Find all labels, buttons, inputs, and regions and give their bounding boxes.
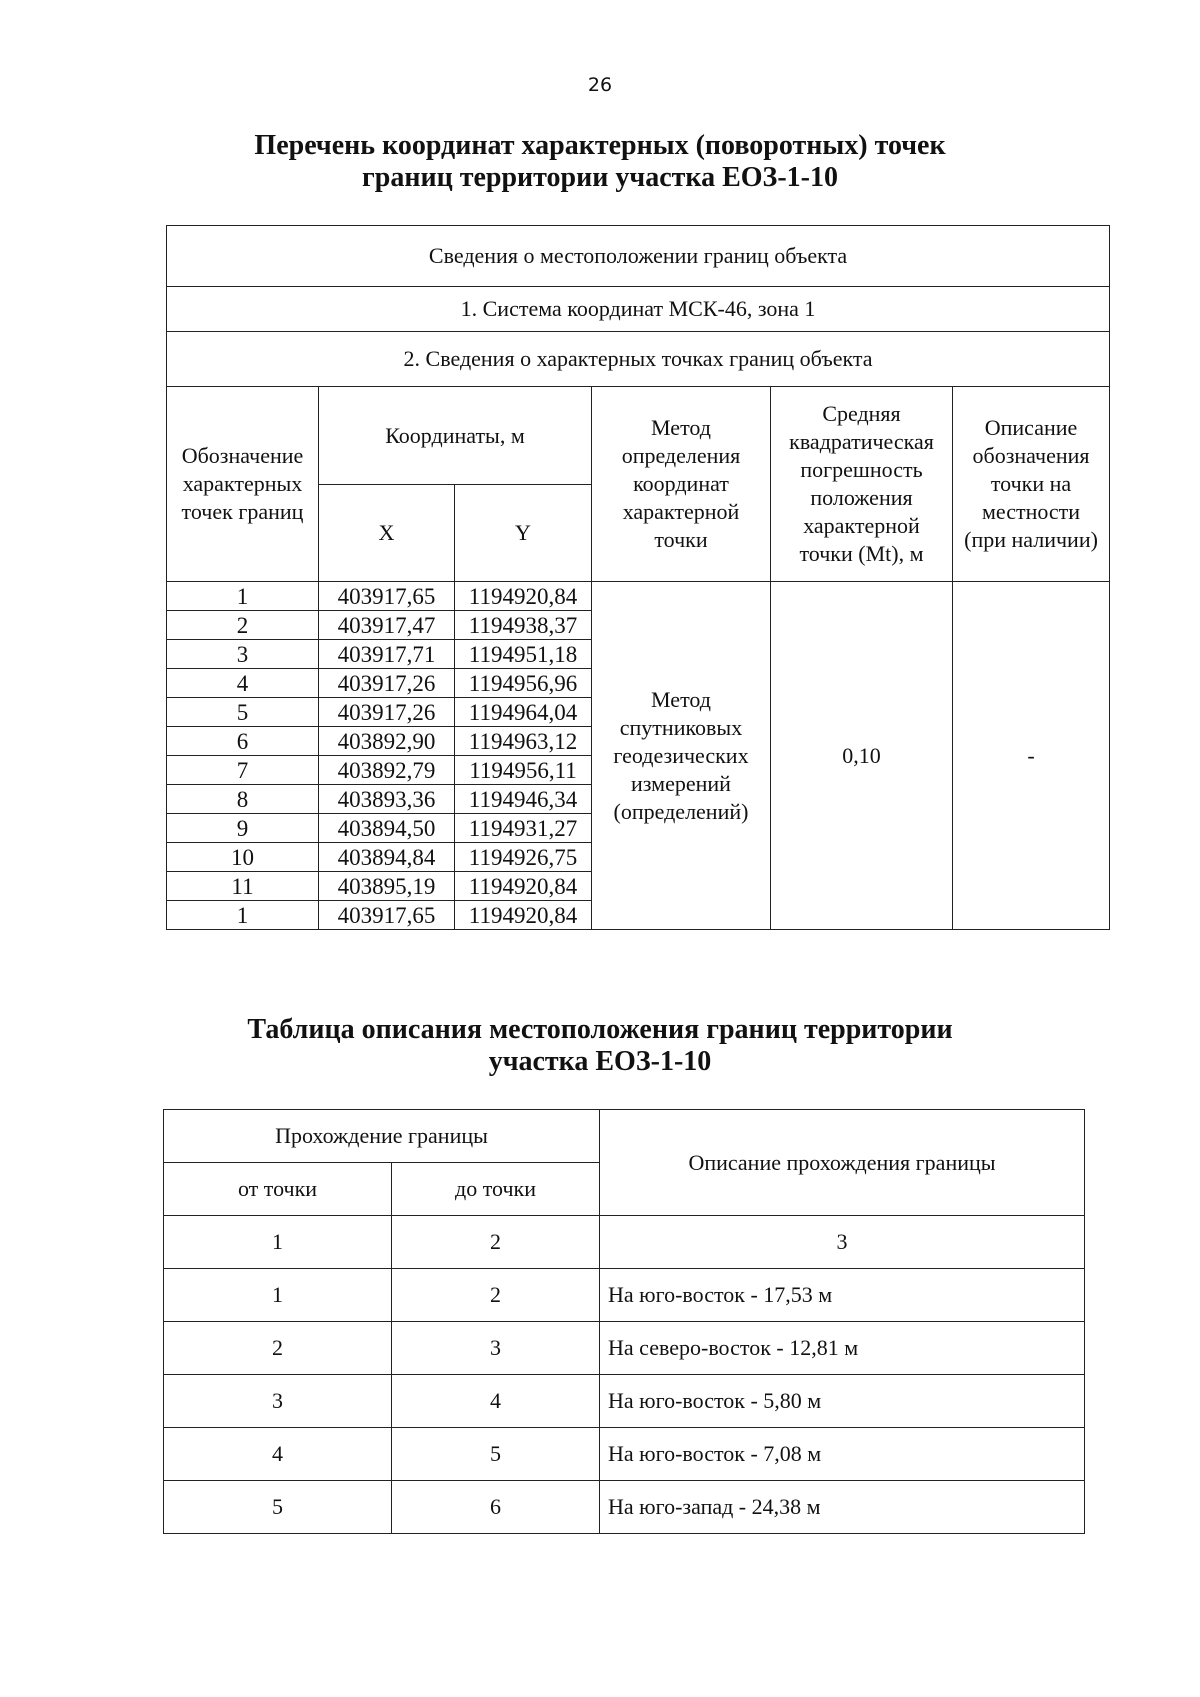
to-point: 4	[392, 1375, 600, 1428]
point-y: 1194956,11	[455, 756, 592, 785]
point-y: 1194920,84	[455, 582, 592, 611]
header-line: характерной	[622, 499, 740, 524]
from-point: 2	[164, 1322, 392, 1375]
passage-description: На юго-запад - 24,38 м	[600, 1481, 1085, 1534]
point-y: 1194951,18	[455, 640, 592, 669]
to-point: 2	[392, 1269, 600, 1322]
table-row	[164, 1481, 1085, 1534]
col-header-designation	[167, 387, 319, 582]
point-x: 403917,47	[319, 611, 455, 640]
point-y: 1194926,75	[455, 843, 592, 872]
point-id: 2	[167, 611, 319, 640]
header-line: Метод	[651, 415, 711, 440]
from-point: 1	[164, 1269, 392, 1322]
header-line: координат	[633, 471, 729, 496]
point-x: 403894,50	[319, 814, 455, 843]
boundary-description-table	[163, 1109, 1085, 1534]
coordinates-table	[166, 225, 1110, 930]
table-row	[164, 1375, 1085, 1428]
point-id: 4	[167, 669, 319, 698]
header-main: Сведения о местоположении границ объекта	[167, 226, 1110, 287]
header-points-info: 2. Сведения о характерных точках границ объекта	[167, 332, 1110, 387]
point-y: 1194920,84	[455, 872, 592, 901]
header-line: положения	[810, 485, 913, 510]
header-line: погрешность	[800, 457, 923, 482]
point-y: 1194956,96	[455, 669, 592, 698]
error-cell: 0,10	[771, 582, 953, 930]
point-id: 10	[167, 843, 319, 872]
point-id: 9	[167, 814, 319, 843]
passage-description: На юго-восток - 5,80 м	[600, 1375, 1085, 1428]
point-id: 6	[167, 727, 319, 756]
description-cell: -	[953, 582, 1110, 930]
point-y: 1194938,37	[455, 611, 592, 640]
header-line: точек границ	[181, 499, 304, 524]
header-line: обозначения	[972, 443, 1090, 468]
column-number: 1	[164, 1216, 392, 1269]
col-header-passage-description: Описание прохождения границы	[600, 1110, 1085, 1216]
to-point: 5	[392, 1428, 600, 1481]
point-id: 1	[167, 582, 319, 611]
header-line: точки на	[990, 471, 1072, 496]
point-x: 403917,71	[319, 640, 455, 669]
method-line: Метод	[651, 686, 711, 712]
header-line: Обозначение	[181, 443, 304, 468]
header-line: (при наличии)	[964, 527, 1098, 552]
point-y: 1194963,12	[455, 727, 592, 756]
point-x: 403892,90	[319, 727, 455, 756]
coords-table-title	[0, 130, 1200, 194]
to-point: 6	[392, 1481, 600, 1534]
point-id: 8	[167, 785, 319, 814]
point-id: 1	[167, 901, 319, 930]
point-x: 403917,65	[319, 901, 455, 930]
passage-description: На юго-восток - 7,08 м	[600, 1428, 1085, 1481]
point-x: 403917,26	[319, 669, 455, 698]
column-numbering-row	[164, 1216, 1085, 1269]
from-point: 4	[164, 1428, 392, 1481]
title-line: Таблица описания местоположения границ территории	[247, 1014, 953, 1045]
table-row	[164, 1269, 1085, 1322]
header-line: Описание	[984, 415, 1078, 440]
point-id: 11	[167, 872, 319, 901]
col-header-x: X	[319, 485, 455, 582]
method-line: геодезических	[613, 742, 749, 768]
header-line: Средняя	[822, 401, 901, 426]
col-header-error	[771, 387, 953, 582]
header-line: местности	[981, 499, 1081, 524]
point-y: 1194946,34	[455, 785, 592, 814]
point-y: 1194920,84	[455, 901, 592, 930]
to-point: 3	[392, 1322, 600, 1375]
column-number: 2	[392, 1216, 600, 1269]
method-cell	[592, 582, 771, 930]
point-y: 1194931,27	[455, 814, 592, 843]
point-y: 1194964,04	[455, 698, 592, 727]
header-line: характерных	[182, 471, 303, 496]
title-line: Перечень координат характерных (поворотных) точек	[254, 130, 946, 161]
passage-description: На северо-восток - 12,81 м	[600, 1322, 1085, 1375]
header-line: квадратическая	[789, 429, 934, 454]
title-line: границ территории участка ЕОЗ-1-10	[362, 162, 838, 193]
point-id: 3	[167, 640, 319, 669]
description-table-title	[0, 1014, 1200, 1078]
from-point: 3	[164, 1375, 392, 1428]
point-x: 403917,26	[319, 698, 455, 727]
header-line: определения	[621, 443, 741, 468]
point-x: 403894,84	[319, 843, 455, 872]
page-number: 26	[587, 74, 613, 96]
point-x: 403892,79	[319, 756, 455, 785]
header-line: точки	[654, 527, 708, 552]
column-number: 3	[600, 1216, 1085, 1269]
header-line: характерной	[803, 513, 920, 538]
point-x: 403917,65	[319, 582, 455, 611]
table-row	[164, 1428, 1085, 1481]
method-line: измерений	[631, 770, 731, 796]
header-coordinate-system: 1. Система координат МСК-46, зона 1	[167, 287, 1110, 332]
point-id: 7	[167, 756, 319, 785]
col-header-to: до точки	[392, 1163, 600, 1216]
from-point: 5	[164, 1481, 392, 1534]
point-id: 5	[167, 698, 319, 727]
passage-description: На юго-восток - 17,53 м	[600, 1269, 1085, 1322]
method-line: (определений)	[613, 798, 749, 824]
method-line: спутниковых	[619, 714, 743, 740]
col-header-from: от точки	[164, 1163, 392, 1216]
point-x: 403895,19	[319, 872, 455, 901]
header-line: точки (Mt), м	[799, 541, 924, 566]
table-row	[164, 1322, 1085, 1375]
col-header-method	[592, 387, 771, 582]
title-line: участка ЕОЗ-1-10	[488, 1046, 712, 1077]
col-header-coordinates: Координаты, м	[319, 387, 592, 485]
col-header-y: Y	[455, 485, 592, 582]
col-header-description	[953, 387, 1110, 582]
point-x: 403893,36	[319, 785, 455, 814]
col-header-passage: Прохождение границы	[164, 1110, 600, 1163]
table-row	[167, 582, 1110, 611]
